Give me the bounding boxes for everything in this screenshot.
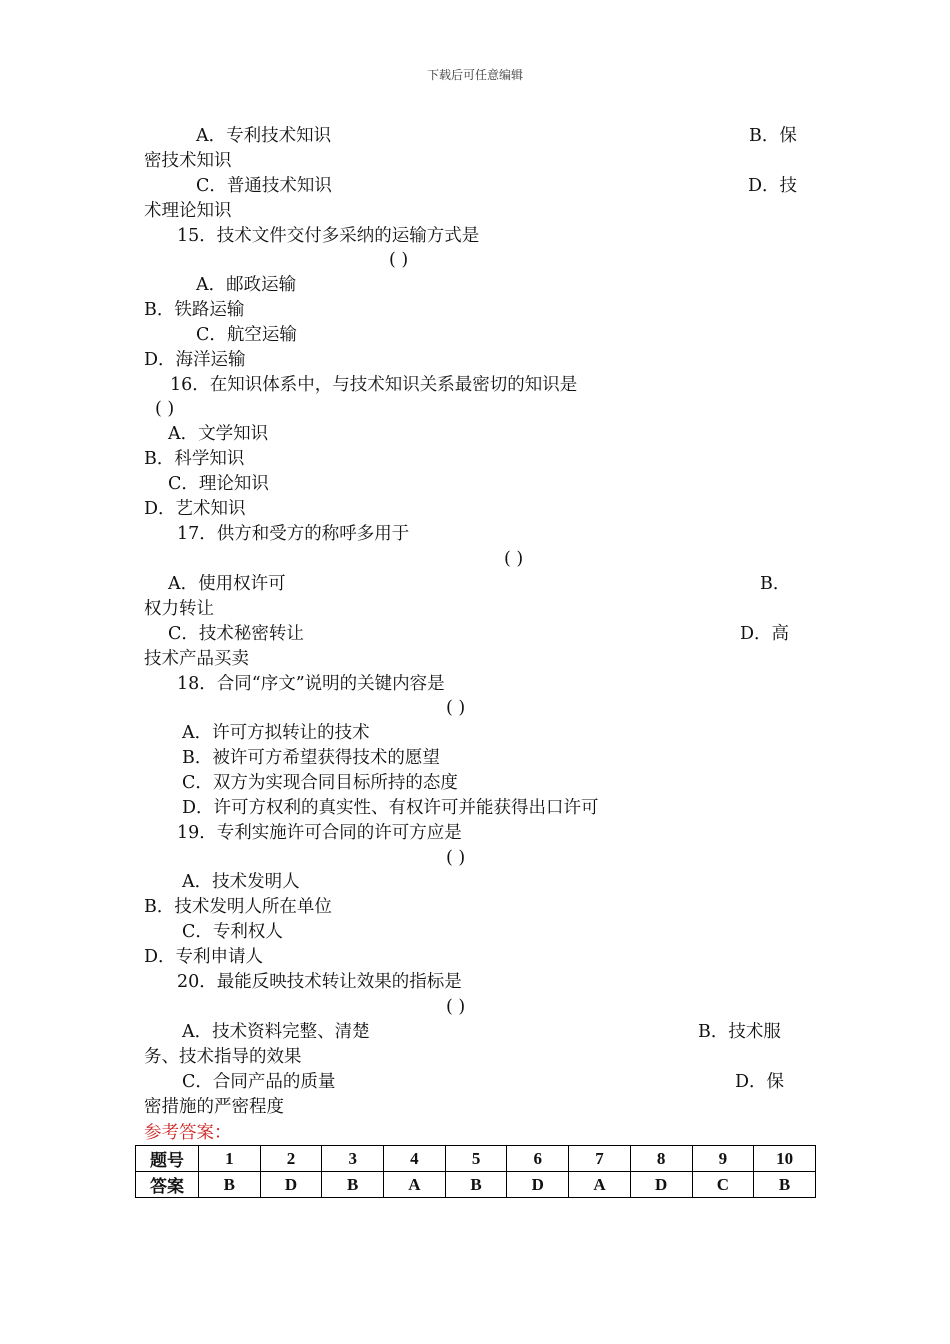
q20-option-d-cont: 密措施的严密程度	[144, 1097, 284, 1117]
q20-option-b-cont: 务、技术指导的效果	[144, 1047, 302, 1067]
answer-cell: D	[260, 1172, 322, 1198]
number-cell: 8	[630, 1146, 692, 1172]
q20-option-d: D．保	[735, 1072, 785, 1092]
q15-option-c: C．航空运输	[196, 325, 297, 345]
answer-key-table	[135, 1145, 816, 1198]
number-cell: 9	[692, 1146, 754, 1172]
number-cell: 1	[199, 1146, 261, 1172]
number-cell: 4	[384, 1146, 446, 1172]
row-label-answer: 答案	[136, 1172, 199, 1198]
answer-cell: C	[692, 1172, 754, 1198]
q17-option-b-cont: 权力转让	[144, 599, 214, 619]
q20-stem: 20．最能反映技术转让效果的指标是	[177, 972, 462, 992]
answer-cell: B	[445, 1172, 507, 1198]
answer-cell: B	[199, 1172, 261, 1198]
q14-option-a: A．专利技术知识	[196, 126, 332, 146]
q17-stem: 17．供方和受方的称呼多用于	[177, 524, 410, 544]
answer-key-title: 参考答案：	[144, 1123, 232, 1143]
q17-option-c: C．技术秘密转让	[168, 624, 304, 644]
q19-option-a: A．技术发明人	[182, 872, 300, 892]
q19-option-d: D．专利申请人	[144, 947, 264, 967]
q14-option-b: B．保	[749, 126, 797, 146]
q17-option-b: B．	[760, 574, 791, 594]
q18-option-c: C．双方为实现合同目标所持的态度	[182, 773, 458, 793]
number-cell: 7	[569, 1146, 631, 1172]
q19-stem: 19．专利实施许可合同的许可方应是	[177, 823, 462, 843]
q17-option-d-cont: 技术产品买卖	[144, 649, 249, 669]
q15-option-a: A．邮政运输	[196, 275, 297, 295]
q18-option-b: B．被许可方希望获得技术的愿望	[182, 748, 440, 768]
q14-option-c: C．普通技术知识	[196, 176, 332, 196]
q19-option-b: B．技术发明人所在单位	[144, 897, 332, 917]
q18-option-d: D．许可方权利的真实性、有权许可并能获得出口许可	[182, 798, 599, 818]
page-header: 下载后可任意编辑	[426, 68, 523, 82]
answer-cell: B	[322, 1172, 384, 1198]
q16-option-b: B．科学知识	[144, 449, 245, 469]
q18-option-a: A．许可方拟转让的技术	[182, 723, 370, 743]
q16-blank: ( )	[155, 399, 175, 419]
q15-option-d: D．海洋运输	[144, 350, 246, 370]
q14-option-d: D．技	[748, 176, 798, 196]
answer-cell: A	[569, 1172, 631, 1198]
number-cell: 2	[260, 1146, 322, 1172]
q16-option-c: C．理论知识	[168, 474, 269, 494]
number-cell: 6	[507, 1146, 569, 1172]
q18-blank: ( )	[446, 698, 466, 718]
number-cell: 10	[754, 1146, 816, 1172]
answer-cell: D	[630, 1172, 692, 1198]
answer-row-numbers	[136, 1146, 816, 1172]
q14-option-b-cont: 密技术知识	[144, 151, 232, 171]
q17-option-a: A．使用权许可	[168, 574, 286, 594]
row-label-number: 题号	[136, 1146, 199, 1172]
q20-option-a: A．技术资料完整、清楚	[182, 1022, 370, 1042]
q16-option-a: A．文学知识	[168, 424, 269, 444]
q20-blank: ( )	[446, 997, 466, 1017]
q15-stem: 15．技术文件交付多采纳的运输方式是	[177, 226, 480, 246]
answer-cell: D	[507, 1172, 569, 1198]
answer-cell: B	[754, 1172, 816, 1198]
q18-stem: 18．合同“序文”说明的关键内容是	[177, 674, 445, 694]
answer-cell: A	[384, 1172, 446, 1198]
number-cell: 3	[322, 1146, 384, 1172]
q16-stem: 16．在知识体系中，与技术知识关系最密切的知识是	[170, 375, 578, 395]
q16-option-d: D．艺术知识	[144, 499, 246, 519]
q15-blank: ( )	[389, 250, 409, 270]
number-cell: 5	[445, 1146, 507, 1172]
q15-option-b: B．铁路运输	[144, 300, 245, 320]
q19-blank: ( )	[446, 848, 466, 868]
q20-option-c: C．合同产品的质量	[182, 1072, 336, 1092]
answer-row-letters	[136, 1172, 816, 1198]
q20-option-b: B．技术服	[698, 1022, 781, 1042]
q17-blank: ( )	[504, 549, 524, 569]
q14-option-d-cont: 术理论知识	[144, 201, 232, 221]
q17-option-d: D．高	[740, 624, 790, 644]
q19-option-c: C．专利权人	[182, 922, 283, 942]
